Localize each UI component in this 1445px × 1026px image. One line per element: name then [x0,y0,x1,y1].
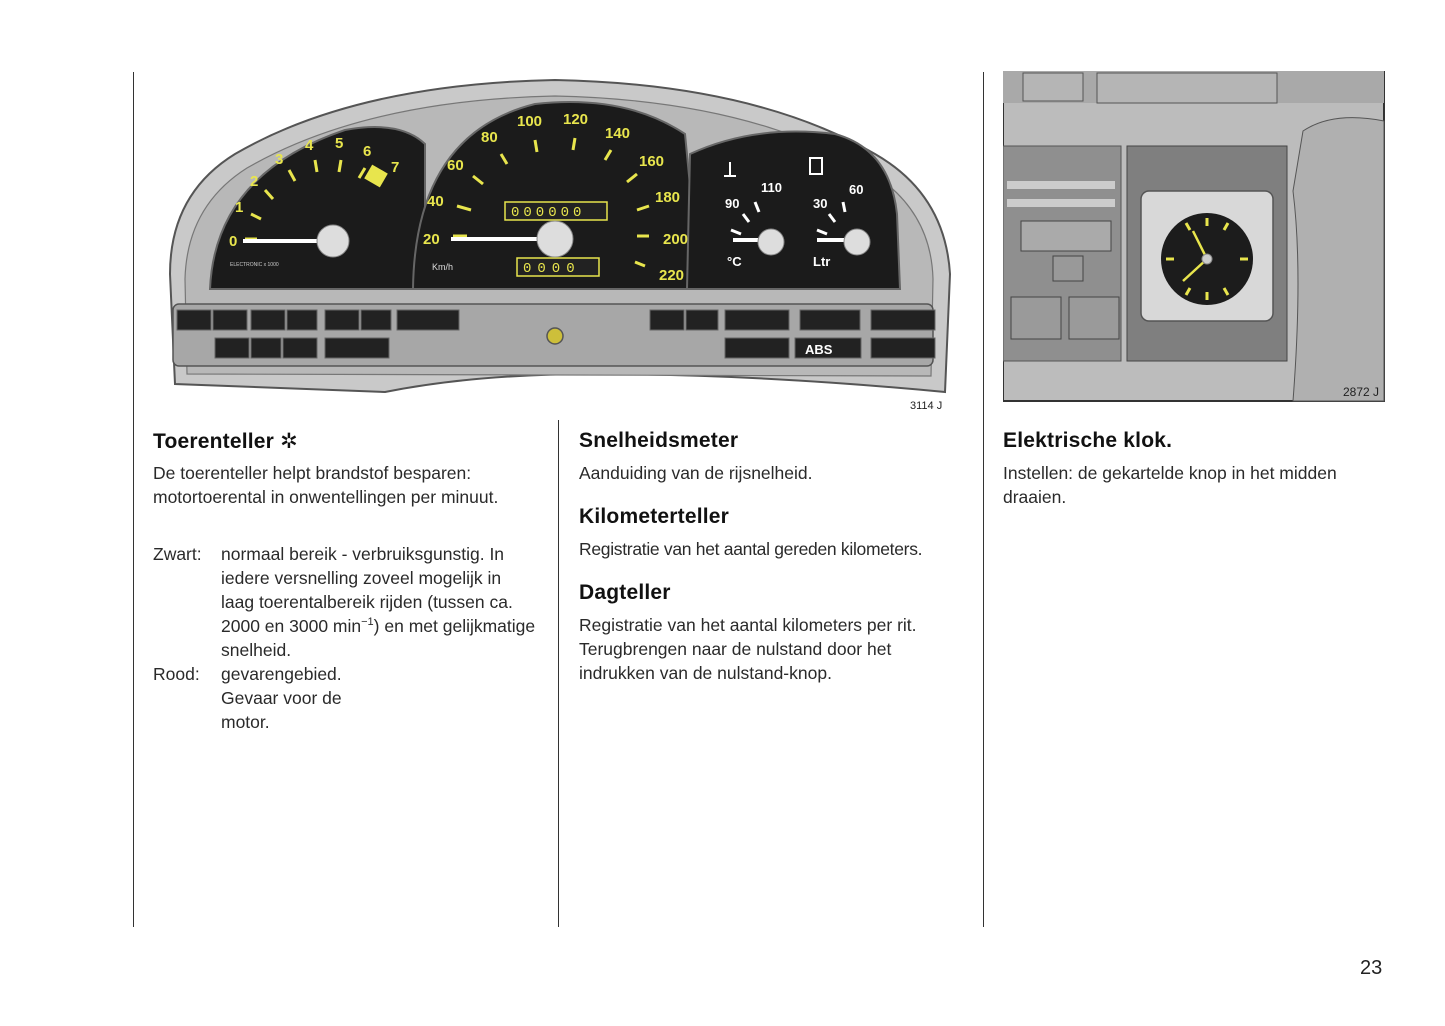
tachometer-heading [153,429,298,454]
tacho-tick-1: 1 [235,199,244,216]
speedo-tick-40: 40 [427,193,444,210]
range-row-black [153,542,537,662]
column-rule-left [133,72,134,927]
tripmeter-heading: Dagteller [579,581,671,604]
temp-tick-90: 90 [725,196,740,211]
speedo-tick-80: 80 [481,129,498,146]
range-row-red [153,662,537,734]
range-term-black: Zwart: [153,544,202,564]
clock-heading: Elektrische klok. [1003,429,1173,452]
speedo-unit: Km/h [432,262,454,272]
range-definition-red: gevarengebied. Gevaar voor de motor. [221,664,342,732]
speedometer-text: Aanduiding van de rijsnelheid. [579,463,813,483]
tacho-tick-4: 4 [305,137,314,154]
odometer-display: 000000 [511,205,586,221]
tacho-tick-5: 5 [335,135,344,152]
tacho-tick-6: 6 [363,143,372,160]
speedo-tick-220: 220 [659,267,685,284]
speedo-tick-20: 20 [423,231,440,248]
column-rule-right [983,72,984,927]
speedo-tick-120: 120 [563,111,589,128]
fuel-tick-60: 60 [849,182,864,197]
tachometer-intro: De toerenteller helpt brandstof besparen: motortoerental in onwentellingen per minuut. [153,463,499,507]
clock-figure-code: 2872 J [1342,385,1379,399]
tripmeter-display: 0000 [523,261,581,277]
temp-unit: °C [727,254,742,269]
tacho-tick-0: 0 [229,233,238,250]
speedo-tick-140: 140 [605,125,631,142]
tacho-tick-7: 7 [391,159,400,176]
tacho-small-label: ELECTRONIC x 1000 [230,262,279,268]
clock-figure [1003,71,1385,402]
cluster-figure-code: 3114 J [910,400,943,412]
clock-text: Instellen: de gekartelde knop in het midden draaien. [1003,463,1337,507]
range-term-red: Rood: [153,664,200,684]
speedo-tick-60: 60 [447,157,464,174]
range-definition-black: normaal bereik - verbruiksgunstig. In iedere versnelling zoveel mogelijk in laag toerentalbereik rijden (tussen ca. 2000 en 3000 $\min^{-1}$) en met gelijkmatige snelheid. [221,544,536,660]
fuel-tick-30: 30 [813,196,828,211]
tacho-tick-3: 3 [275,151,284,168]
column-rule-middle [558,420,559,927]
fuel-unit: Ltr [813,254,831,269]
abs-warning-label: ABS [805,342,833,357]
tachometer-title: Toerenteller [153,430,275,453]
temp-tick-110: 110 [761,180,782,195]
speedo-tick-200: 200 [663,231,689,248]
odometer-heading: Kilometerteller [579,505,730,528]
speedo-tick-180: 180 [655,189,681,206]
odometer-text: Registratie van het aantal gereden kilometers. [579,539,923,559]
speedo-tick-100: 100 [517,113,543,130]
speedo-tick-160: 160 [639,153,665,170]
asterisk-symbol: ✲ [280,430,298,453]
tripmeter-text: Registratie van het aantal kilometers per rit. Terugbrengen naar de nulstand door het indrukken van de nulstand-knop. [579,615,917,683]
tacho-tick-2: 2 [250,173,259,190]
tachometer-ranges [153,542,537,734]
page-number: 23 [1360,957,1383,979]
speedometer-heading: Snelheidsmeter [579,429,739,452]
instrument-cluster-figure [155,74,960,396]
